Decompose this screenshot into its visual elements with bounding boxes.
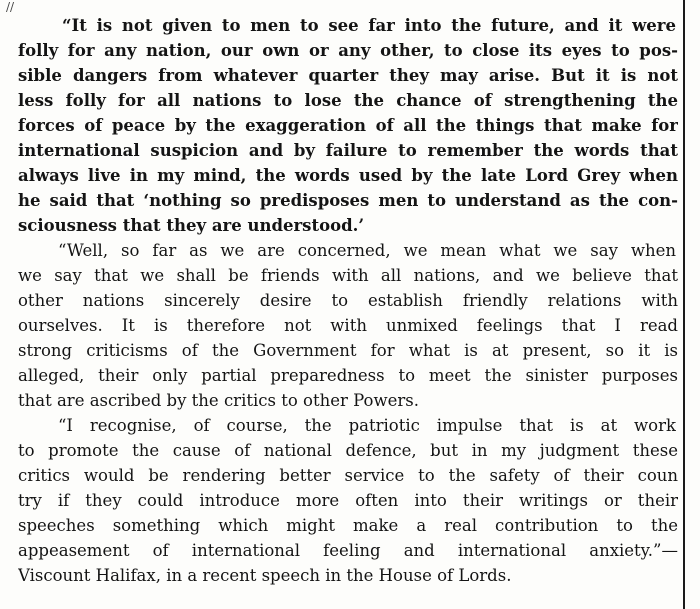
text-line: folly for any nation, our own or any other, to close its eyes to pos- bbox=[18, 41, 678, 60]
text-line: we say that we shall be friends with all nations, and we believe that bbox=[18, 266, 678, 285]
attribution-line: Viscount Halifax, in a recent speech in the House of Lords. bbox=[18, 566, 512, 585]
text-line: sciousness that they are understood.’ bbox=[18, 216, 365, 235]
text-line: alleged, their only partial preparedness to meet the sinister purposes bbox=[18, 366, 678, 385]
text-line: sible dangers from whatever quarter they may arise. But it is not bbox=[18, 66, 678, 85]
text-line: other nations sincerely desire to establish friendly relations with bbox=[18, 291, 678, 310]
text-line: that are ascribed by the critics to other Powers. bbox=[18, 391, 419, 410]
text-line: speeches something which might make a real contribution to the bbox=[18, 516, 678, 535]
text-line: he said that ‘nothing so predisposes men to understand as the con- bbox=[18, 191, 678, 210]
text-line: “Well, so far as we are concerned, we mean what we say when bbox=[58, 241, 676, 260]
text-line: “It is not given to men to see far into the future, and it were bbox=[62, 16, 676, 35]
text-line: “I recognise, of course, the patriotic impulse that is at work bbox=[58, 416, 676, 435]
text-line: appeasement of international feeling and international anxiety.”— bbox=[18, 541, 678, 560]
corner-mark: // bbox=[6, 0, 15, 14]
text-line: strong criticisms of the Government for what is at present, so it is bbox=[18, 341, 678, 360]
text-line: ourselves. It is therefore not with unmixed feelings that I read bbox=[18, 316, 678, 335]
text-line: forces of peace by the exaggeration of all the things that make for bbox=[18, 116, 678, 135]
column-rule bbox=[683, 0, 685, 609]
text-line: less folly for all nations to lose the chance of strengthening the bbox=[18, 91, 678, 110]
text-line: international suspicion and by failure to remember the words that bbox=[18, 141, 678, 160]
text-line: always live in my mind, the words used by the late Lord Grey when bbox=[18, 166, 678, 185]
text-line: try if they could introduce more often into their writings or their bbox=[18, 491, 678, 510]
text-line: critics would be rendering better service to the safety of their coun bbox=[18, 466, 678, 485]
text-line: to promote the cause of national defence, but in my judgment these bbox=[18, 441, 678, 460]
